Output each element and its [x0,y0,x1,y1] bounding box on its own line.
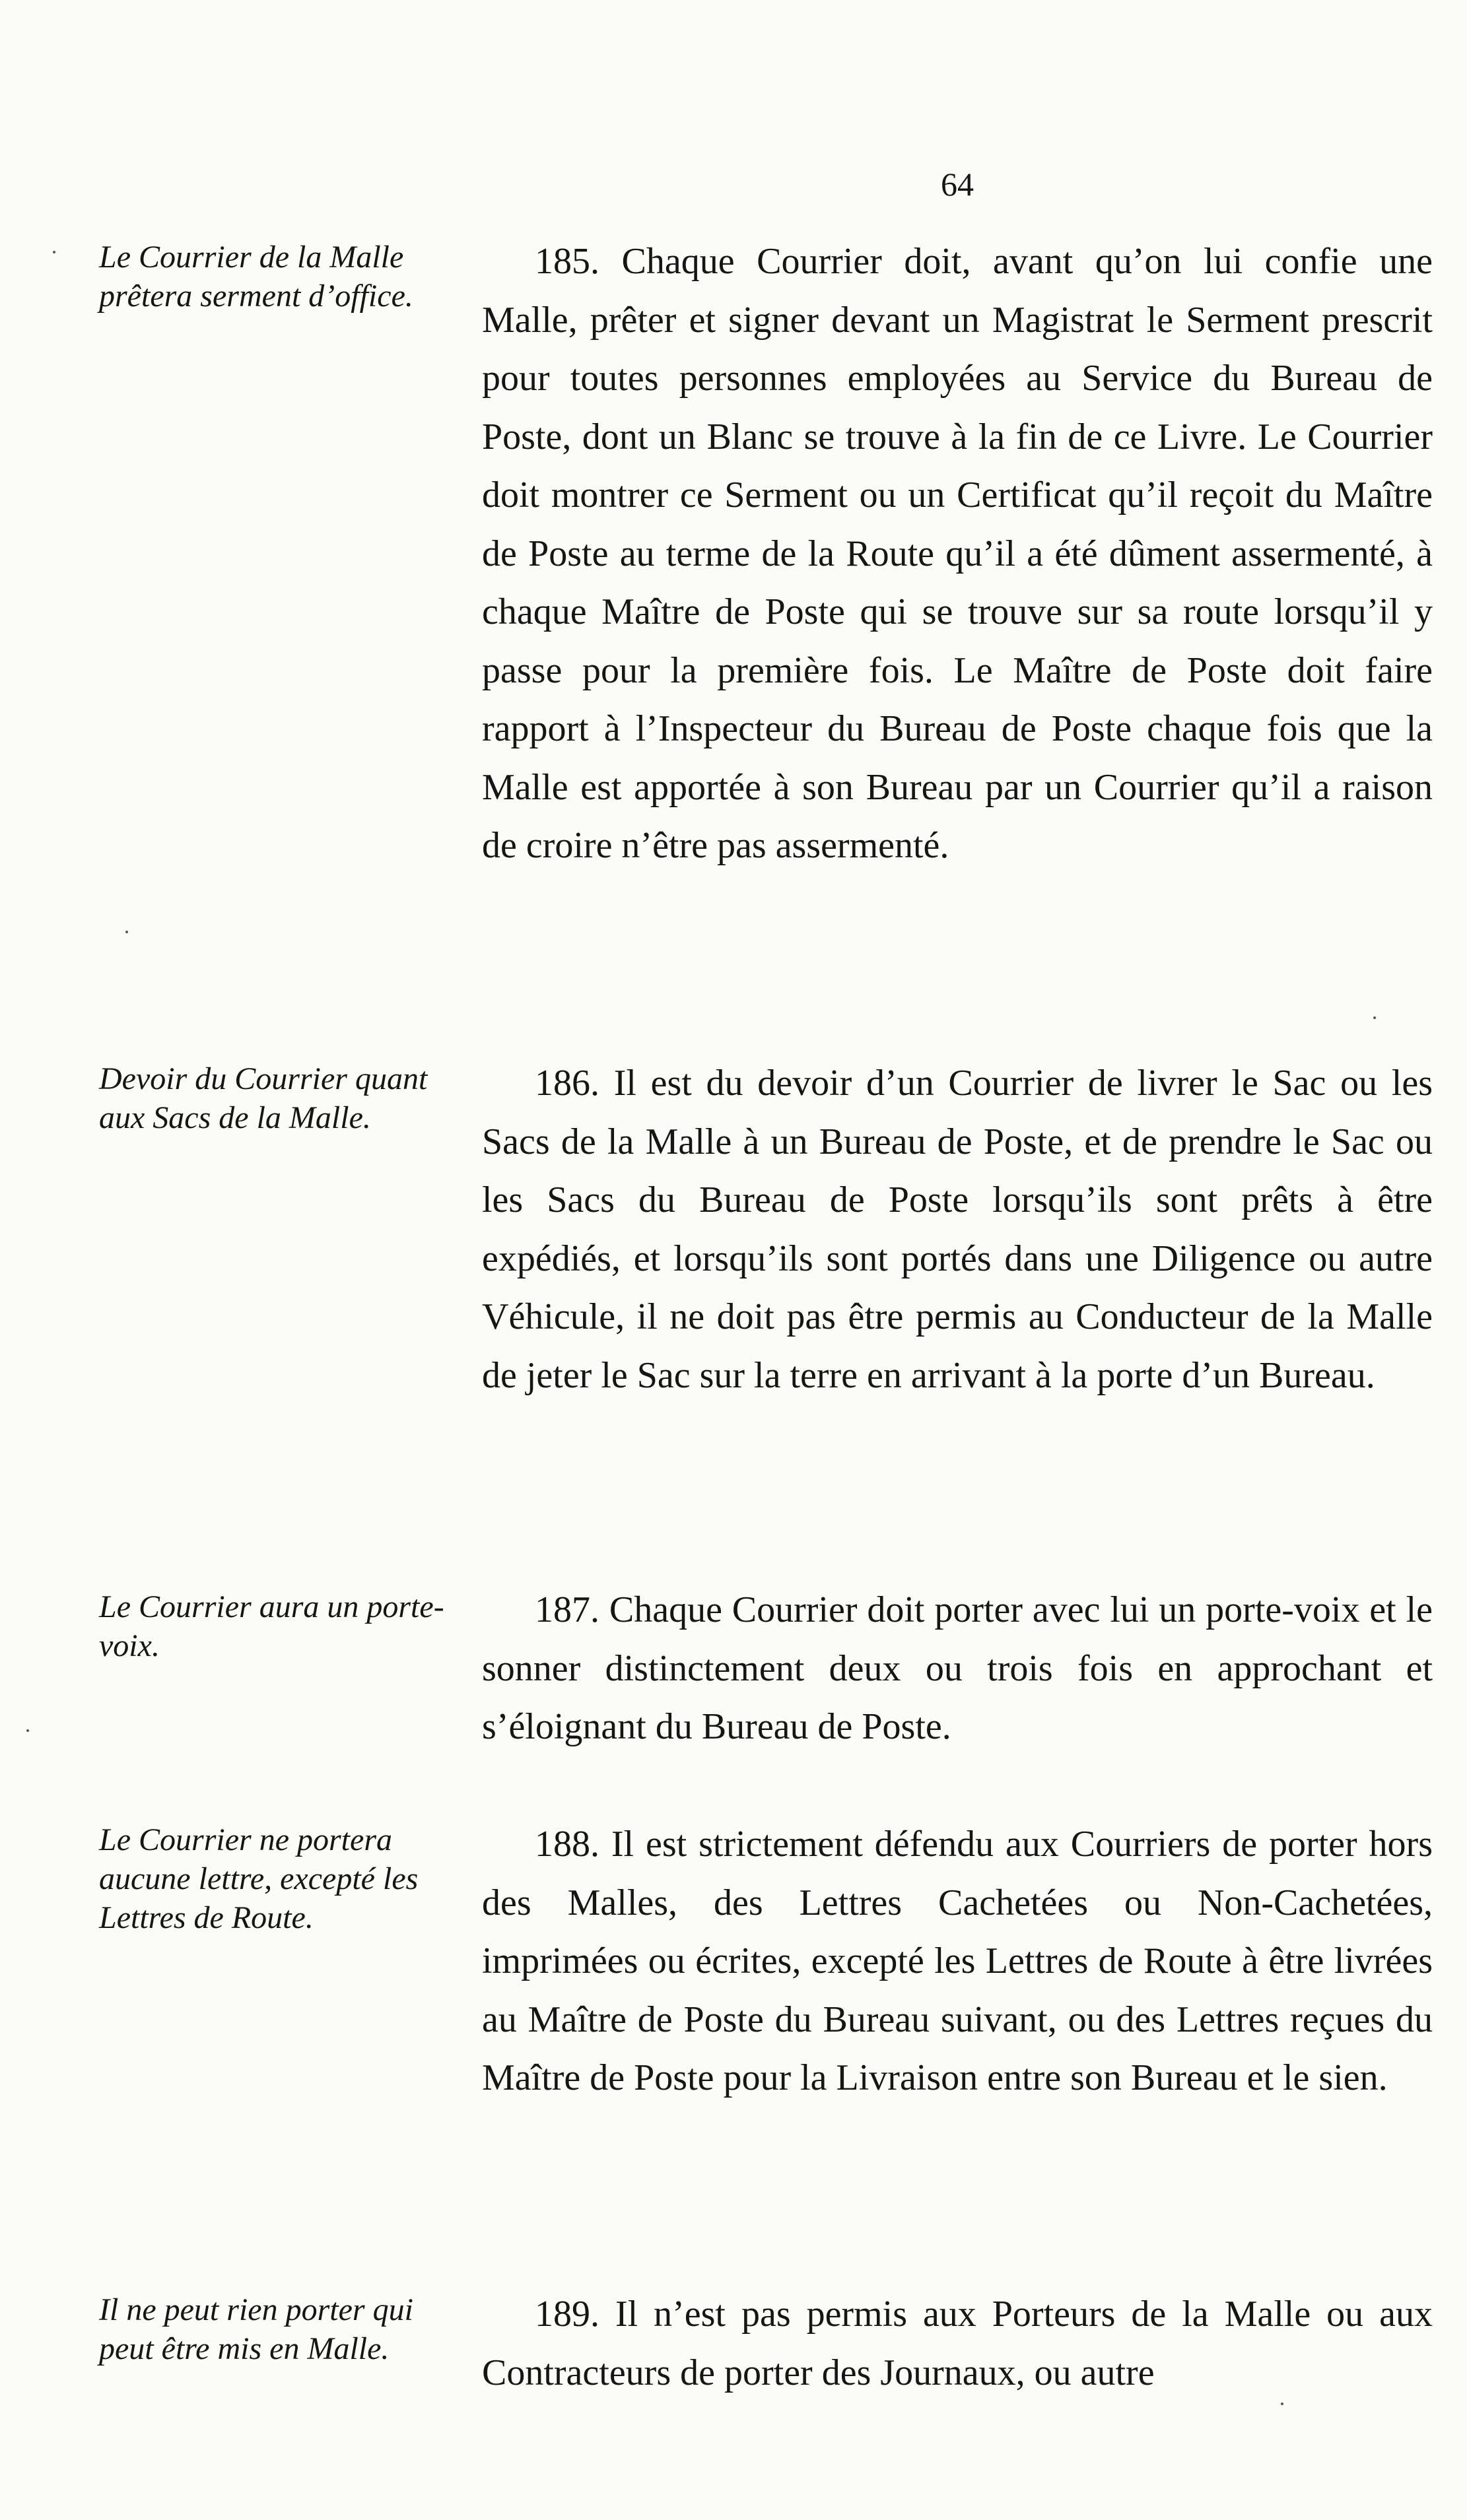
scan-speck [53,251,55,253]
paragraph-187: 187. Chaque Courrier doit porter avec lui un porte-voix et le sonner distinctement deux ou trois fois en approchant et s’éloignant du Bureau de Poste. [482,1589,1433,1747]
margin-note-186: Devoir du Courrier quant aux Sacs de la Malle. [99,1061,428,1135]
page-number: 64 [941,166,974,203]
margin-note-189: Il ne peut rien porter qui peut être mis en Malle. [99,2292,413,2366]
margin-note-188: Le Courrier ne portera aucune lettre, excepté les Lettres de Route. [99,1822,419,1935]
paragraph-189: 189. Il n’est pas permis aux Porteurs de la Malle ou aux Contracteurs de porter des Journaux, ou autre [482,2294,1433,2393]
scan-speck [1281,2403,1283,2405]
paragraph-186: 186. Il est du devoir d’un Courrier de livrer le Sac ou les Sacs de la Malle à un Bureau de Poste, et de prendre le Sac ou les Sacs du Bureau de Poste lorsqu’ils sont prêts à être expédiés, et lorsqu’ils sont portés dans une Diligence ou autre Véhicule, il ne doit pas être permis au Conducteur de la Malle de jeter le Sac sur la terre en arrivant à la porte d’un Bureau. [482,1063,1433,1396]
paragraph-188: 188. Il est strictement défendu aux Courriers de porter hors des Malles, des Lettres Cachetées ou Non-Cachetées, imprimées ou écrites, excepté les Lettres de Route à être livrées au Maître de Poste du Bureau suivant, ou des Lettres reçues du Maître de Poste pour la Livraison entre son Bureau et le sien. [482,1824,1433,2098]
margin-note-187: Le Courrier aura un porte-voix. [99,1589,444,1663]
scan-speck [125,931,128,933]
scan-speck [26,1729,29,1732]
scan-speck [1373,1016,1376,1019]
paragraph-185: 185. Chaque Courrier doit, avant qu’on lui confie une Malle, prêter et signer devant un Magistrat le Serment prescrit pour toutes personnes employées au Service du Bureau de Poste, dont un Blanc se trouve à la fin de ce Livre. Le Courrier doit montrer ce Serment ou un Certificat qu’il reçoit du Maître de Poste au terme de la Route qu’il a été dûment assermenté, à chaque Maître de Poste qui se trouve sur sa route lorsqu’il y passe pour la première fois. Le Maître de Poste doit faire rapport à l’Inspecteur du Bureau de Poste chaque fois que la Malle est apportée à son Bureau par un Courrier qu’il a raison de croire n’être pas assermenté. [482,241,1433,866]
margin-note-185: Le Courrier de la Malle prêtera serment d’office. [99,240,413,314]
